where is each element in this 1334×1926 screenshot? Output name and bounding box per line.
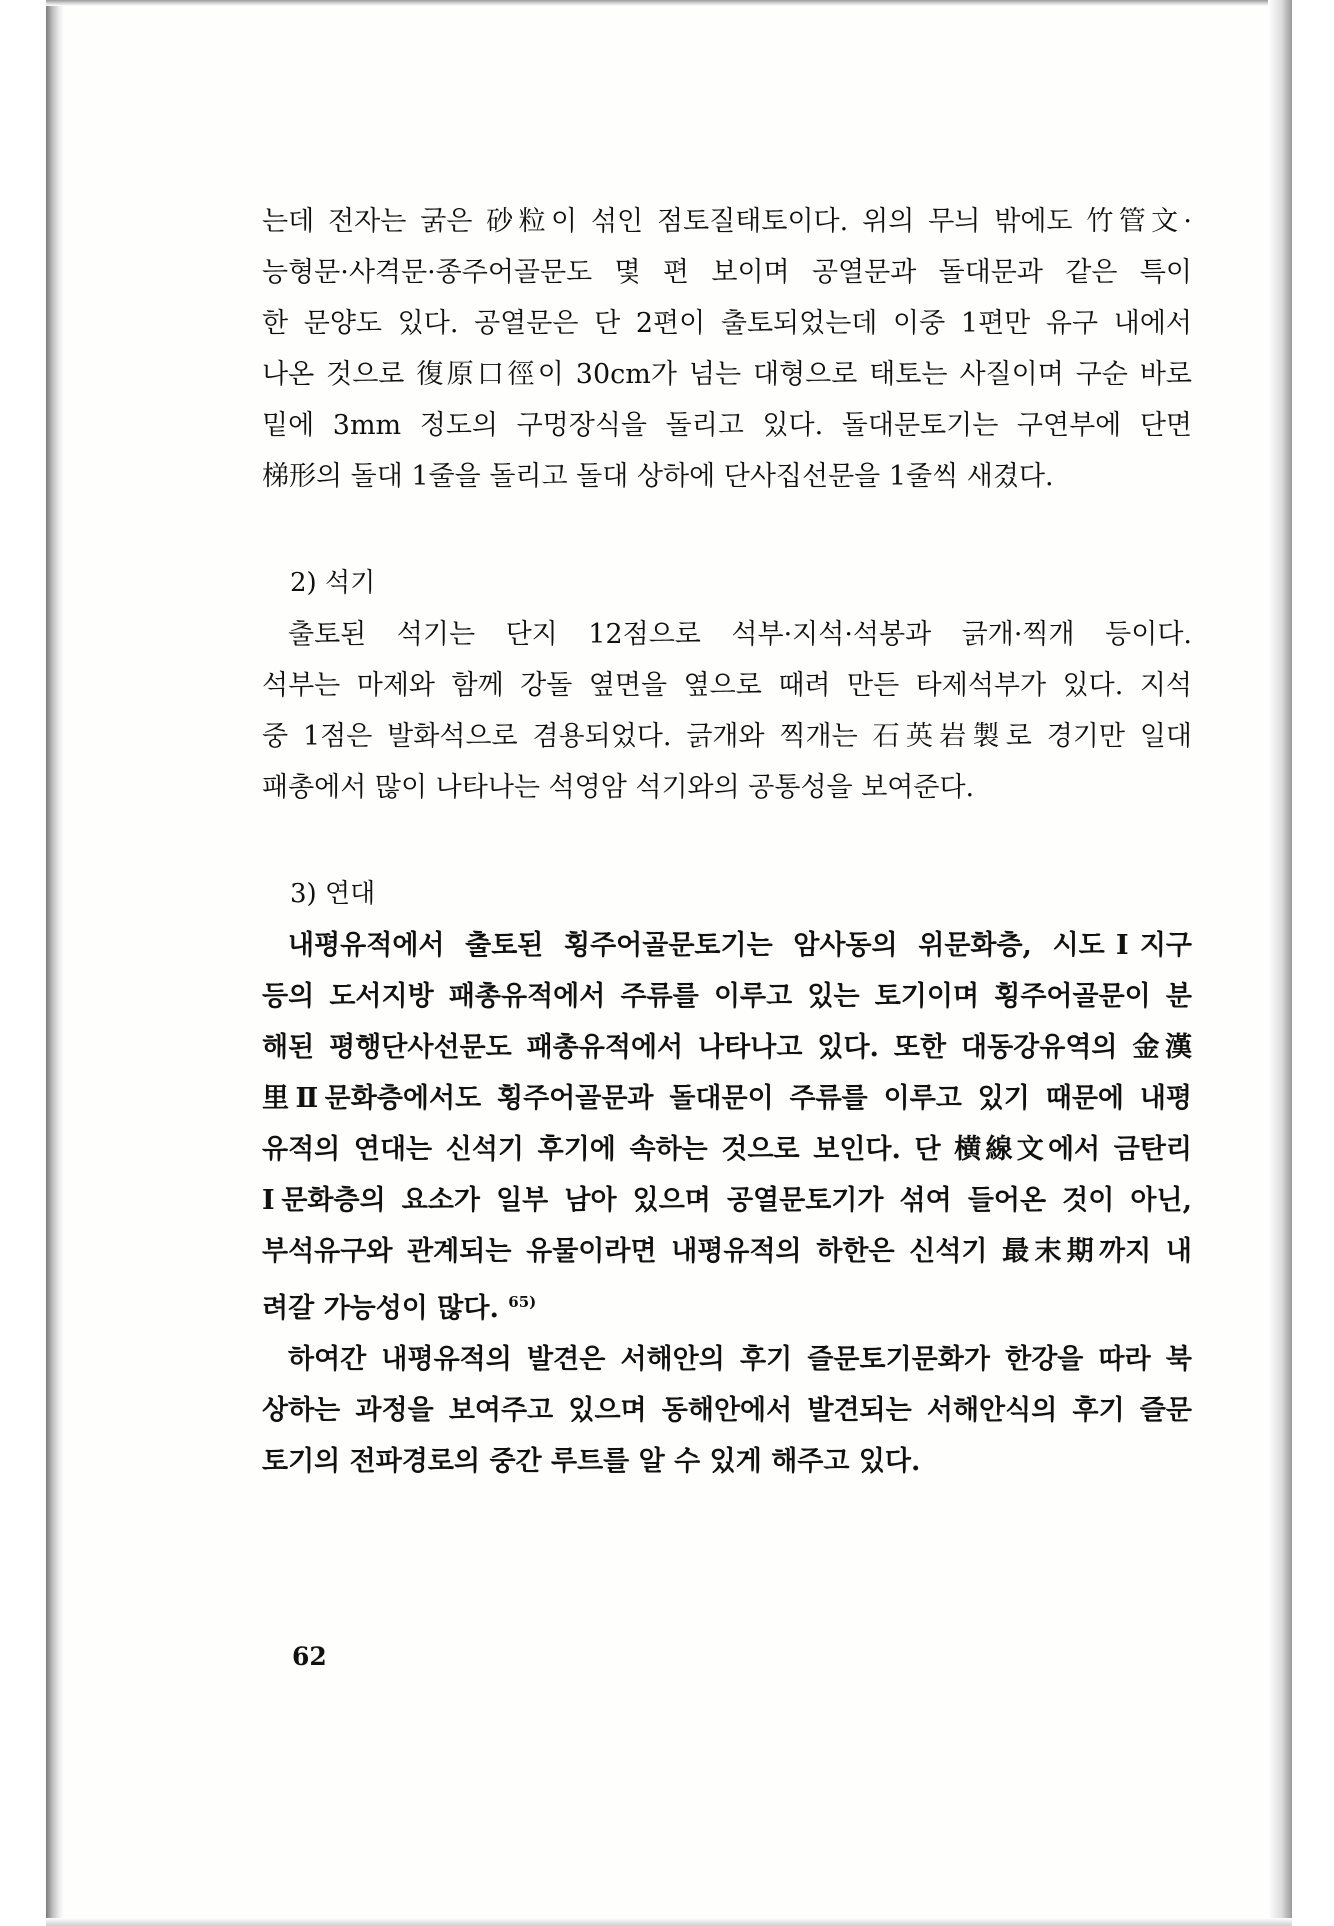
- text-line: 유적의 연대는 신석기 후기에 속하는 것으로 보인다. 단 横線文에서 금탄리: [262, 1134, 1192, 1165]
- text-line: 하여간 내평유적의 발견은 서해안의 후기 즐문토기문화가 한강을 따라 북: [288, 1344, 1192, 1375]
- text-line: 梯形의 돌대 1줄을 돌리고 돌대 상하에 단사집선문을 1줄씩 새겼다.: [262, 461, 1054, 492]
- text-line: 중 1점은 발화석으로 겸용되었다. 긁개와 찍개는 石英岩製로 경기만 일대: [262, 721, 1192, 752]
- section-spacer: [262, 502, 1192, 558]
- footnote-marker: 65): [508, 1293, 537, 1311]
- text-line: 해된 평행단사선문도 패총유적에서 나타나고 있다. 또한 대동강유역의 金漢: [262, 1032, 1192, 1063]
- text-line: 는데 전자는 굵은 砂粒이 섞인 점토질태토이다. 위의 무늬 밖에도 竹管文·: [262, 206, 1192, 237]
- stone-tools-paragraph: [262, 609, 1192, 813]
- text-line: Ⅰ문화층의 요소가 일부 남아 있으며 공열문토기가 섞여 들어온 것이 아닌,: [262, 1185, 1192, 1216]
- section-heading-dating: 3) 연대: [290, 879, 376, 909]
- text-line: 里Ⅱ문화층에서도 횡주어골문과 돌대문이 주류를 이루고 있기 때문에 내평: [262, 1083, 1192, 1114]
- text-line: 부석유구와 관계되는 유물이라면 내평유적의 하한은 신석기 最末期까지 내: [262, 1236, 1192, 1267]
- text-line: 출토된 석기는 단지 12점으로 석부·지석·석봉과 긁개·찍개 등이다.: [288, 619, 1192, 650]
- text-line: 석부는 마제와 함께 강돌 옆면을 옆으로 때려 만든 타제석부가 있다. 지석: [262, 670, 1192, 701]
- page-bottom-edge-shadow: [46, 1918, 1292, 1926]
- text-line: 능형문·사격문·종주어골문도 몇 편 보이며 공열문과 돌대문과 같은 특이: [262, 257, 1192, 288]
- text-line: 나온 것으로 復原口徑이 30cm가 넘는 대형으로 태토는 사질이며 구순 바로: [262, 359, 1192, 390]
- closing-paragraph: [262, 1334, 1192, 1487]
- section-heading-stone-tools: 2) 석기: [290, 568, 376, 598]
- text-line: 패총에서 많이 나타나는 석영암 석기와의 공통성을 보여준다.: [262, 772, 975, 803]
- text-line: 상하는 과정을 보여주고 있으며 동해안에서 발견되는 서해안식의 후기 즐문: [262, 1395, 1192, 1426]
- text-line: 려갈 가능성이 많다.: [262, 1293, 499, 1324]
- text-line-with-footnote: [262, 1277, 1192, 1334]
- text-line: 등의 도서지방 패총유적에서 주류를 이루고 있는 토기이며 횡주어골문이 분: [262, 981, 1192, 1012]
- section-spacer: [262, 813, 1192, 869]
- page-right-edge-shadow: [1268, 0, 1292, 1926]
- text-line: 내평유적에서 출토된 횡주어골문토기는 암사동의 위문화층, 시도Ⅰ지구: [288, 930, 1192, 961]
- text-line: 토기의 전파경로의 중간 루트를 알 수 있게 해주고 있다.: [262, 1446, 921, 1477]
- dating-paragraph: [262, 920, 1192, 1334]
- text-line: 한 문양도 있다. 공열문은 단 2편이 출토되었는데 이중 1편만 유구 내에서: [262, 308, 1192, 339]
- page-body-text: [262, 196, 1192, 1487]
- page-left-edge-shadow: [46, 0, 64, 1926]
- pottery-paragraph: [262, 196, 1192, 502]
- text-line: 밑에 3mm 정도의 구멍장식을 돌리고 있다. 돌대문토기는 구연부에 단면: [262, 410, 1192, 441]
- page-number: 62: [292, 1642, 327, 1671]
